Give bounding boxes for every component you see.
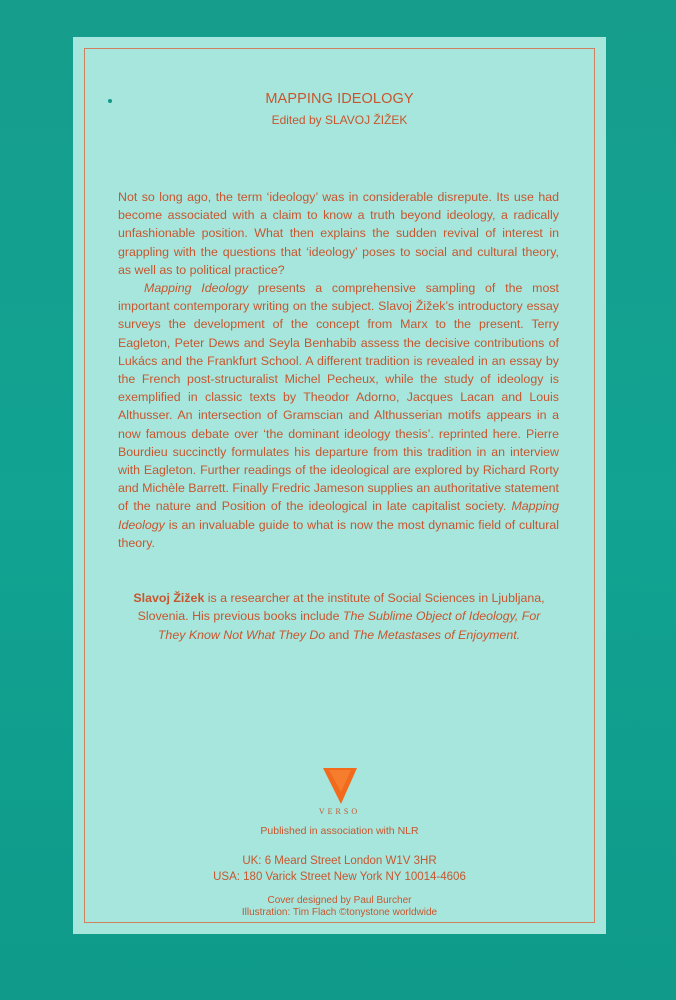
book-title: MAPPING IDEOLOGY: [265, 91, 414, 107]
author-name: Slavoj Žižek: [133, 591, 205, 605]
verso-wordmark: VERSO: [318, 807, 361, 816]
publisher-association: Published in association with NLR: [260, 825, 419, 837]
usa-address: USA: 180 Varick Street New York NY 10014-4606: [213, 871, 466, 883]
blurb-paragraph-2-text: presents a comprehensive sampling of the most important contemporary writing on the subject. Slavoj Žižek’s introductory essay surveys the development of the concept from Marx to the present. Terry Eagleton, Peter Dews and Seyla Benhabib assess the decisive contributions of Lukács and the Frankfurt School. A different tradition is revealed in an essay by the French post-structuralist Michel Pecheux, while the study of ideology is exemplified in classic texts by Theodor Adorno, Jacques Lacan and Louis Althusser. An intersection of Gramscian and Althusserian motifs appears in a now famous debate over ‘the dominant ideology thesis’. reprinted here. Pierre Bourdieu succinctly formulates his departure from this tradition in an interview with Eagleton. Further readings of the ideological are explored by Richard Rorty and Michèle Barrett. Finally Fredric Jameson supplies an authoritative statement of the nature and Position of the ideological in late capitalist society.: [118, 281, 559, 514]
author-bio-and: and: [325, 627, 353, 642]
blurb-paragraph-1: Not so long ago, the term ‘ideology’ was in considerable disrepute. Its use had become associated with a claim to know a truth beyond ideology, a radically unfashionable position. What then explains the sudden revival of interest in grappling with the questions that ‘ideology’ poses to social and cultural theory, as well as to political practice?: [118, 190, 559, 277]
previous-books: The Sublime Object of Ideology, For They Know Not What They Do: [157, 609, 541, 642]
author-bio: [123, 589, 555, 644]
uk-address: UK: 6 Meard Street London W1V 3HR: [242, 855, 437, 867]
book-editor: Edited by SLAVOJ ŽIŽEK: [271, 113, 408, 127]
illustration-credit: Illustration: Tim Flach ©tonystone worldwide: [241, 907, 438, 918]
verso-logo-icon: [321, 766, 359, 806]
book-title-inline: Mapping Ideology: [144, 281, 249, 296]
blurb-paragraph-2: [118, 279, 559, 552]
book-title-inline: Mapping Ideology: [118, 499, 559, 532]
blurb-paragraph-2-end: is an invaluable guide to what is now the most dynamic field of cultural theory.: [118, 517, 559, 550]
blurb: [118, 188, 559, 552]
back-cover-panel: [73, 37, 606, 934]
cover-credit: Cover designed by Paul Burcher: [267, 895, 412, 906]
author-bio-text: is a researcher at the institute of Social Sciences in Ljubljana, Slovenia. His previous books include: [137, 591, 545, 624]
previous-book: The Metastases of Enjoyment.: [352, 627, 521, 642]
